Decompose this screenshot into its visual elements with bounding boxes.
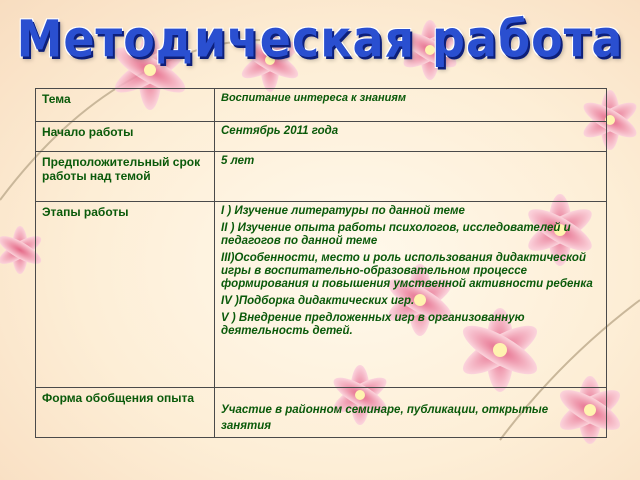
info-table	[35, 88, 607, 438]
row-value: Участие в районном семинаре, публикации, открытые занятия	[215, 388, 607, 438]
row-value: Воспитание интереса к знаниям	[215, 89, 607, 122]
stage-item: III)Особенности, место и роль использования дидактической игры в воспитательно-образовательном процессе формирования и повышения умственной активности ребенка	[221, 252, 593, 290]
row-key: Предположительный срок работы над темой	[36, 152, 215, 202]
stage-item: II ) Изучение опыта работы психологов, исследователей и педагогов по данной теме	[221, 222, 571, 247]
stages-list	[215, 202, 607, 388]
table-row	[36, 122, 607, 152]
stage-item: IV )Подборка дидактических игр.	[221, 295, 415, 307]
row-key: Тема	[36, 89, 215, 122]
row-value: Сентябрь 2011 года	[215, 122, 607, 152]
table-row	[36, 89, 607, 122]
stage-item: V ) Внедрение предложенных игр в организованную деятельность детей.	[221, 312, 525, 337]
table-row	[36, 152, 607, 202]
row-key: Этапы работы	[36, 202, 215, 388]
slide-title: Методическая работа	[16, 9, 624, 69]
table-row	[36, 202, 607, 388]
row-key: Форма обобщения опыта	[36, 388, 215, 438]
stage-item: I ) Изучение литературы по данной теме	[221, 205, 465, 217]
row-value: 5 лет	[215, 152, 607, 202]
row-key: Начало работы	[36, 122, 215, 152]
table-row	[36, 388, 607, 438]
